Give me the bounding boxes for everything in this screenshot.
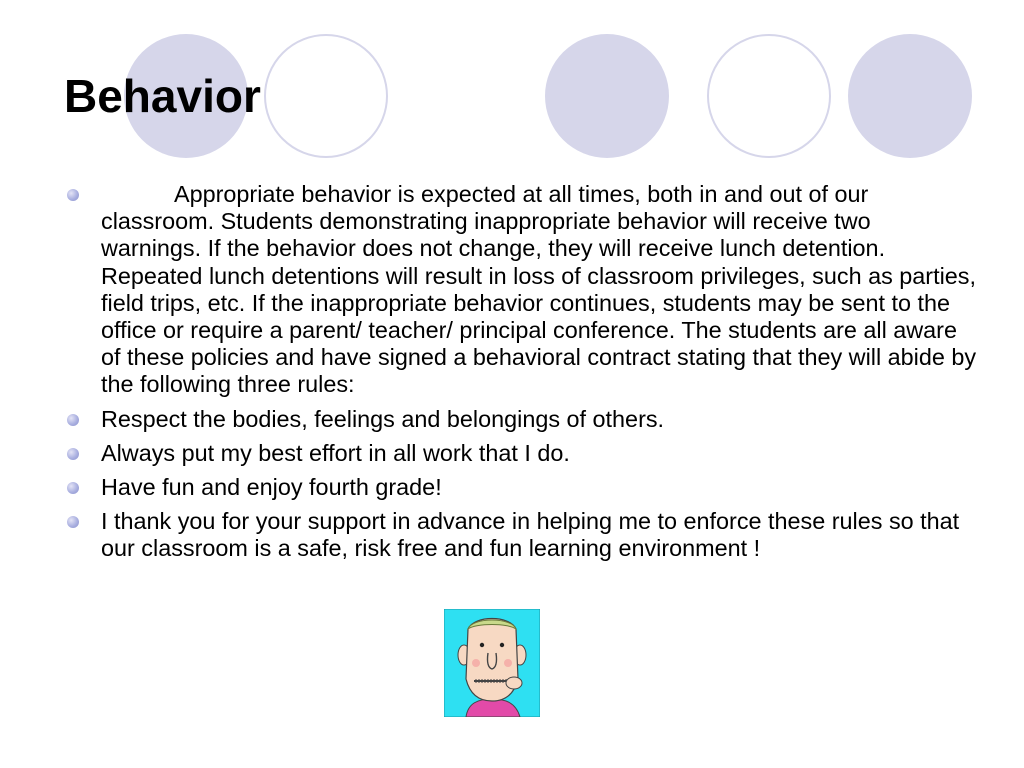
bullet-text-thanks: I thank you for your support in advance in helping me to enforce these rules so that our classroom is a safe, risk free and fun learning environment ! [101,508,960,562]
decorative-circle-2 [545,34,669,158]
bullet-item-rule-fun [62,474,977,501]
bullet-text-rule-respect: Respect the bodies, feelings and belongings of others. [101,405,665,432]
bullet-item-policy [62,181,977,399]
bullet-text-rule-effort: Always put my best effort in all work that I do. [101,439,570,466]
bullet-item-rule-effort [62,440,977,467]
decorative-ring-2 [707,34,831,158]
slide-title: Behavior [64,70,261,122]
bullet-text-policy: Appropriate behavior is expected at all times, both in and out of our classroom. Students demonstrating inappropriate behavior will receive two warnings. If the behavior does not change, they will receive lunch detention. Repeated lunch detentions will result in loss of classroom privileges, such as parties, field trips, etc. If the inappropriate behavior continues, students may be sent to the office or require a parent/ teacher/ principal conference. The students are all aware of these policies and have signed a behavioral contract stating that they will abide by the following three rules: [101,181,977,398]
zipped-mouth-kid-clipart [444,609,540,717]
circle-bullet-icon [67,516,79,528]
circle-bullet-icon [67,448,79,460]
decorative-circle-3 [848,34,972,158]
circle-bullet-icon [67,414,79,426]
bullet-item-rule-respect [62,406,977,433]
bullet-text-rule-fun: Have fun and enjoy fourth grade! [101,474,442,501]
bullet-item-thanks [62,508,977,562]
circle-bullet-icon [67,482,79,494]
bullet-list [62,181,977,570]
decorative-ring-1 [264,34,388,158]
circle-bullet-icon [67,189,79,201]
